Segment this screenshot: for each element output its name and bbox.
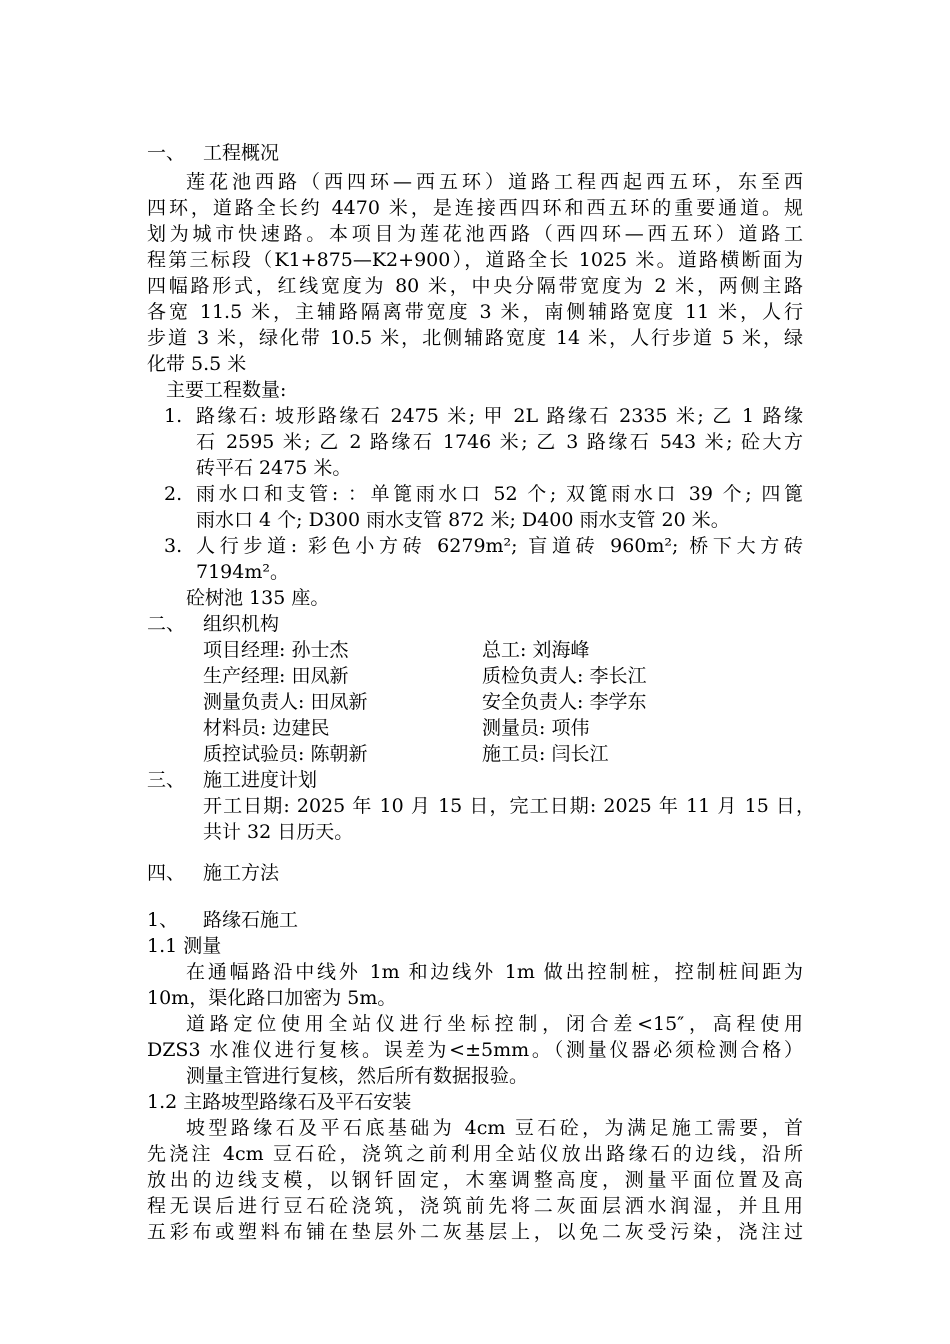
staff-entry: 项目经理: 孙士杰 [203, 639, 349, 661]
list-item-number: 2. [164, 483, 183, 505]
staff-entry: 测量负责人: 田凤新 [203, 691, 368, 713]
s1-para-line: 化带 5.5 米 [147, 353, 247, 375]
list-item-line: 路缘石: 坡形路缘石 2475 米; 甲 2L 路缘石 2335 米; 乙 1 路缘 [196, 405, 803, 427]
section-2-number: 二、 [147, 613, 186, 635]
staff-entry: 材料员: 边建民 [203, 717, 330, 739]
schedule-line: 开工日期: 2025 年 10 月 15 日，完工日期: 2025 年 11 月 15 日， [203, 795, 815, 817]
section-1-title: 工程概况 [203, 142, 280, 164]
s4-para-line: 测量主管进行复核，然后所有数据报验。 [186, 1065, 529, 1087]
s4-para-line: 10m，渠化路口加密为 5m。 [147, 987, 397, 1009]
schedule-line: 共计 32 日历天。 [203, 821, 354, 843]
list-item-line: 雨水口和支管: ：单篦雨水口 52 个; 双篦雨水口 39 个; 四篦 [196, 483, 803, 505]
staff-entry: 测量员: 项伟 [482, 717, 590, 739]
section-3-number: 三、 [147, 769, 186, 791]
quantity-heading: 主要工程数量: [166, 379, 287, 401]
s1-para-line: 划为城市快速路。本项目为莲花池西路（西四环—西五环）道路工 [147, 223, 803, 245]
heading-1-1: 1.1 测量 [147, 935, 222, 957]
s1-para-line: 莲花池西路（西四环—西五环）道路工程西起西五环，东至西 [186, 171, 803, 193]
s1-para-line: 步道 3 米，绿化带 10.5 米，北侧辅路宽度 14 米，人行步道 5 米，绿 [147, 327, 803, 349]
list-item-line: 砖平石 2475 米。 [196, 457, 352, 479]
s4-para-line: 放出的边线支模，以钢钎固定，木塞调整高度，测量平面位置及高 [147, 1169, 803, 1191]
s4-para-line: DZS3 水准仪进行复核。误差为<±5mm。（测量仪器必须检测合格） [147, 1039, 803, 1061]
s4-para-line: 程无误后进行豆石砼浇筑，浇筑前先将二灰面层洒水润湿，并且用 [147, 1195, 803, 1217]
staff-entry: 生产经理: 田凤新 [203, 665, 349, 687]
staff-entry: 安全负责人: 李学东 [482, 691, 647, 713]
list-item-line: 人行步道: 彩色小方砖 6279m²; 盲道砖 960m²; 桥下大方砖 [196, 535, 803, 557]
s1-para-line: 程第三标段（K1+875—K2+900），道路全长 1025 米。道路横断面为 [147, 249, 803, 271]
tree-pit-count: 砼树池 135 座。 [186, 587, 330, 609]
s4-para-line: 道路定位使用全站仪进行坐标控制，闭合差<15″，高程使用 [186, 1013, 803, 1035]
section-1-number: 一、 [147, 142, 186, 164]
s4-para-line: 在通幅路沿中线外 1m 和边线外 1m 做出控制桩，控制桩间距为 [186, 961, 803, 983]
s4-para-line: 坡型路缘石及平石底基础为 4cm 豆石砼，为满足施工需要，首 [186, 1117, 803, 1139]
s1-para-line: 各宽 11.5 米，主辅路隔离带宽度 3 米，南侧辅路宽度 11 米，人行 [147, 301, 803, 323]
s1-para-line: 四幅路形式，红线宽度为 80 米，中央分隔带宽度为 2 米，两侧主路 [147, 275, 803, 297]
section-4-title: 施工方法 [203, 862, 280, 884]
staff-entry: 质检负责人: 李长江 [482, 665, 647, 687]
s1-para-line: 四环，道路全长约 4470 米，是连接西四环和西五环的重要通道。规 [147, 197, 803, 219]
staff-entry: 总工: 刘海峰 [482, 639, 590, 661]
s4-para-line: 先浇注 4cm 豆石砼，浇筑之前利用全站仪放出路缘石的边线，沿所 [147, 1143, 803, 1165]
s4-para-line: 五彩布或塑料布铺在垫层外二灰基层上，以免二灰受污染，浇注过 [147, 1221, 803, 1243]
staff-entry: 施工员: 闫长江 [482, 743, 609, 765]
list-item-line: 雨水口 4 个; D300 雨水支管 872 米; D400 雨水支管 20 米。 [196, 509, 730, 531]
list-item-number: 3. [164, 535, 183, 557]
staff-entry: 质控试验员: 陈朝新 [203, 743, 368, 765]
list-item-line: 石 2595 米; 乙 2 路缘石 1746 米; 乙 3 路缘石 543 米; 砼大方 [196, 431, 803, 453]
section-4-number: 四、 [147, 862, 186, 884]
section-2-title: 组织机构 [203, 613, 280, 635]
subsection-1-title: 路缘石施工 [203, 909, 299, 931]
list-item-line: 7194m²。 [196, 561, 289, 583]
list-item-number: 1. [164, 405, 183, 427]
heading-1-2: 1.2 主路坡型路缘石及平石安装 [147, 1091, 412, 1113]
section-3-title: 施工进度计划 [203, 769, 318, 791]
subsection-1-number: 1、 [147, 909, 179, 931]
